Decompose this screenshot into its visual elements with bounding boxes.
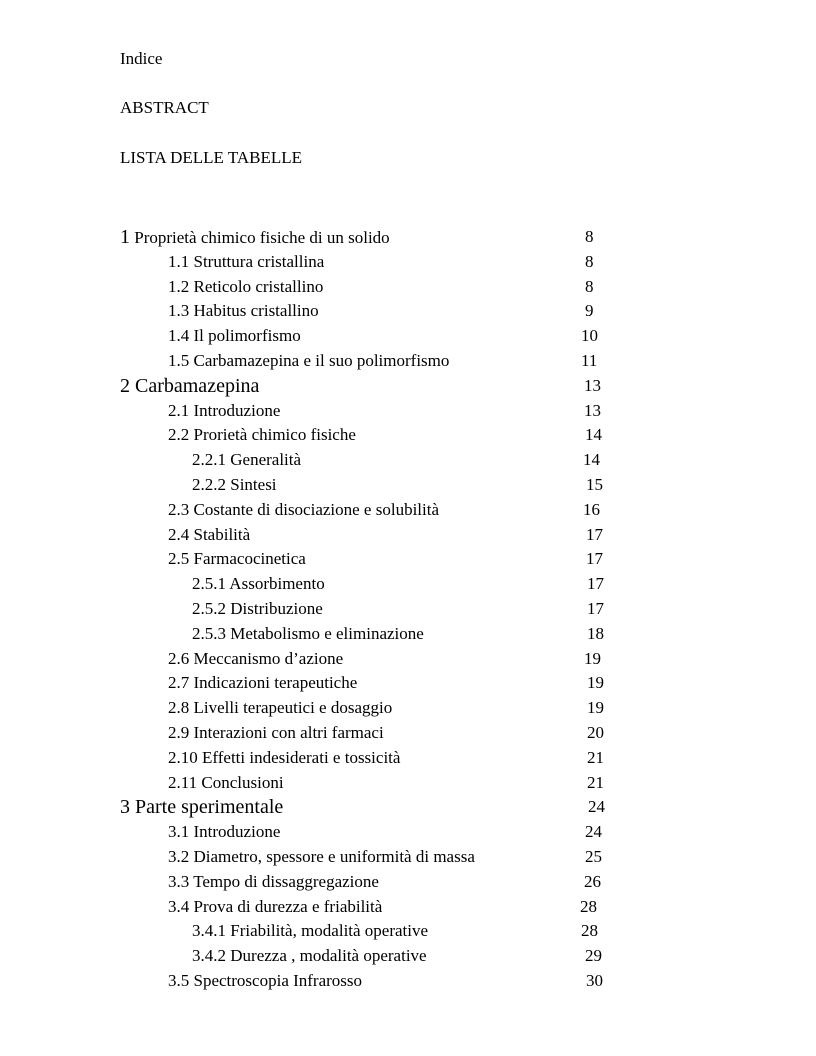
toc-page-number: 8	[585, 227, 594, 246]
toc-entry	[0, 622, 816, 647]
toc-entry-title: 3.3 Tempo di dissaggregazione	[168, 871, 379, 891]
toc-entry	[0, 225, 816, 250]
toc-entry	[0, 746, 816, 771]
toc-entry-title: 2.3 Costante di disociazione e solubilità	[168, 499, 440, 519]
toc-entry-title: 1.3 Habitus cristallino	[168, 301, 319, 321]
toc-page-number: 17	[586, 524, 603, 544]
toc-page-number: 28	[581, 921, 598, 941]
toc-entry	[0, 547, 816, 572]
toc-entry-title: 2.5 Farmacocinetica	[168, 549, 306, 569]
toc-entry-title: 1.5 Carbamazepina e il suo polimorfismo	[168, 350, 450, 370]
toc-page-number: 19	[584, 648, 601, 668]
toc-page-number: 19	[587, 698, 604, 718]
toc-entry	[0, 423, 816, 448]
toc-entry	[0, 870, 816, 895]
toc-entry-title: 2.10 Effetti indesiderati e tossicità	[168, 747, 401, 767]
toc-page-number: 18	[587, 623, 604, 643]
toc-entry-title: 3.4.1 Friabilità, modalità operative	[192, 921, 429, 941]
toc-entry	[0, 696, 816, 721]
toc-page-number: 15	[586, 474, 603, 494]
toc-entry	[0, 969, 816, 994]
toc-page-number: 26	[584, 871, 601, 891]
toc-entry-title: 2.6 Meccanismo d’azione	[168, 648, 344, 668]
toc-entry	[0, 250, 816, 275]
toc-page-number: 29	[585, 946, 602, 966]
toc-page-number: 8	[585, 276, 594, 296]
toc-entry	[0, 349, 816, 374]
toc-entry-title: 2.7 Indicazioni terapeutiche	[168, 673, 358, 693]
toc-entry	[0, 820, 816, 845]
abstract-heading: ABSTRACT	[120, 98, 209, 117]
toc-page-number: 13	[584, 400, 601, 420]
toc-entry-title: 3.4.2 Durezza , modalità operative	[192, 946, 427, 966]
toc-entry-title: 1 Proprietà chimico fisiche di un solido	[120, 226, 390, 248]
toc-entry-title: 3 Parte sperimentale	[120, 796, 284, 819]
toc-entry	[0, 671, 816, 696]
toc-page-number: 19	[587, 673, 604, 693]
toc-entry-title: 3.4 Prova di durezza e friabilità	[168, 896, 383, 916]
toc-page-number: 14	[583, 450, 600, 470]
tables-list-heading: LISTA DELLE TABELLE	[120, 148, 303, 167]
toc-entry	[0, 944, 816, 969]
toc-entry-title: 1.2 Reticolo cristallino	[168, 276, 324, 296]
toc-page-number: 16	[583, 499, 600, 519]
toc-entry	[0, 299, 816, 324]
toc-entry-title: 1.4 Il polimorfismo	[168, 326, 301, 346]
toc-entry-title: 3.5 Spectroscopia Infrarosso	[168, 970, 363, 990]
toc-entry	[0, 473, 816, 498]
toc-entry-title: 2.11 Conclusioni	[168, 772, 284, 792]
toc-page-number: 11	[581, 350, 598, 370]
toc-entry	[0, 572, 816, 597]
toc-entry-title: 2.1 Introduzione	[168, 400, 281, 420]
toc-entry	[0, 795, 816, 820]
toc-page-number: 17	[587, 598, 604, 618]
toc-entry	[0, 374, 816, 399]
toc-entry	[0, 919, 816, 944]
toc-entry	[0, 597, 816, 622]
toc-entry	[0, 523, 816, 548]
toc-entry-title: 2.9 Interazioni con altri farmaci	[168, 722, 384, 742]
toc-entry	[0, 399, 816, 424]
toc-entry-title: 2.2 Prorietà chimico fisiche	[168, 425, 356, 445]
toc-entry	[0, 771, 816, 796]
table-of-contents	[0, 225, 816, 994]
toc-entry-title: 2.5.1 Assorbimento	[192, 574, 325, 594]
toc-entry-title: 2.5.2 Distribuzione	[192, 598, 323, 618]
toc-page-number: 25	[585, 846, 602, 866]
toc-entry	[0, 845, 816, 870]
toc-entry	[0, 448, 816, 473]
toc-entry-title: 3.1 Introduzione	[168, 822, 281, 842]
toc-page-number: 17	[586, 549, 603, 569]
toc-page-number: 28	[580, 896, 597, 916]
toc-entry-title: 2.2.1 Generalità	[192, 450, 302, 470]
toc-page-number: 30	[586, 970, 603, 990]
toc-entry-title: 1.1 Struttura cristallina	[168, 251, 325, 271]
toc-entry-title: 2.5.3 Metabolismo e eliminazione	[192, 623, 424, 643]
toc-entry-title: 2.2.2 Sintesi	[192, 474, 277, 494]
toc-entry-title: 3.2 Diametro, spessore e uniformità di massa	[168, 846, 475, 866]
toc-entry	[0, 721, 816, 746]
toc-page-number: 24	[585, 822, 602, 842]
toc-page-number: 17	[587, 574, 604, 594]
toc-entry	[0, 498, 816, 523]
toc-page-number: 13	[584, 375, 601, 395]
toc-page-number: 24	[588, 797, 605, 817]
toc-entry	[0, 275, 816, 300]
toc-page-number: 21	[587, 747, 604, 767]
toc-entry	[0, 324, 816, 349]
toc-entry	[0, 647, 816, 672]
toc-entry	[0, 895, 816, 920]
toc-page-number: 10	[581, 326, 598, 346]
toc-entry-title: 2 Carbamazepina	[120, 374, 260, 397]
toc-entry-title: 2.8 Livelli terapeutici e dosaggio	[168, 698, 393, 718]
toc-entry-title: 2.4 Stabilità	[168, 524, 251, 544]
index-heading: Indice	[120, 49, 163, 68]
toc-page-number: 21	[587, 772, 604, 792]
toc-page-number: 9	[585, 301, 594, 321]
toc-page-number: 8	[585, 251, 594, 271]
toc-page-number: 14	[585, 425, 602, 445]
toc-page-number: 20	[587, 722, 604, 742]
